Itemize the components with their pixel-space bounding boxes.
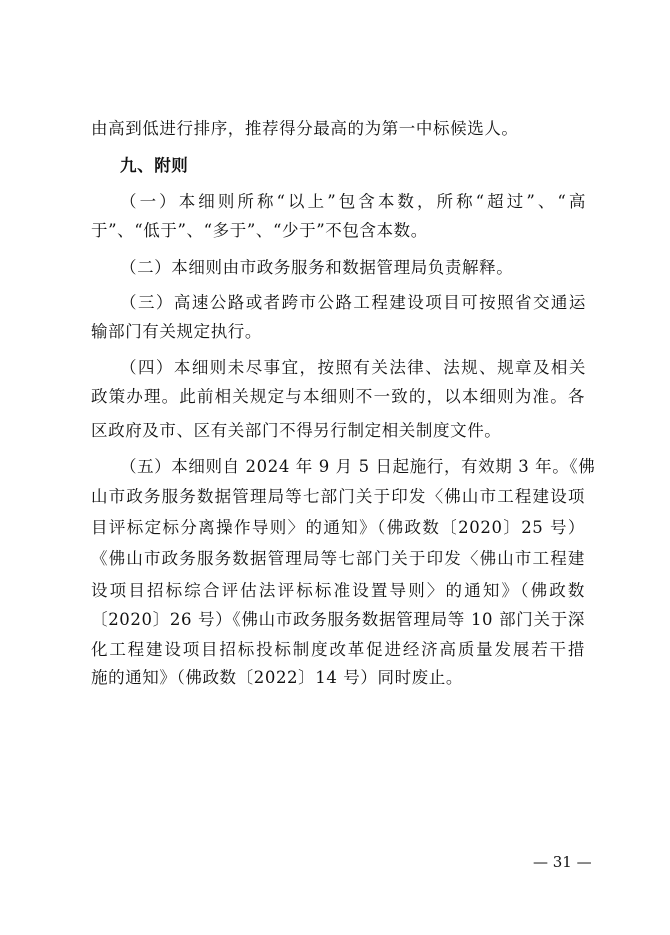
paragraph-line-16: 〔2020〕26 号）《佛山市政务服务数据管理局等 10 部门关于深 [91, 610, 585, 629]
paragraph-line-14: 《佛山市政务服务数据管理局等七部门关于印发〈佛山市工程建 [91, 549, 585, 568]
paragraph-line-8: （四）本细则未尽事宜，按照有关法律、法规、规章及相关 [120, 358, 586, 377]
paragraph-line-13: 目评标定标分离操作导则〉的通知》（佛政数〔2020〕25 号） [91, 518, 585, 537]
paragraph-line-1: 由高到低进行排序，推荐得分最高的为第一中标候选人。 [91, 119, 519, 138]
paragraph-line-10: 区政府及市、区有关部门不得另行制定相关制度文件。 [91, 421, 502, 440]
paragraph-line-12: 山市政务服务数据管理局等七部门关于印发〈佛山市工程建设项 [91, 487, 585, 506]
paragraph-line-17: 化工程建设项目招标投标制度改革促进经济高质量发展若干措 [91, 640, 585, 659]
paragraph-line-7: 输部门有关规定执行。 [91, 322, 262, 341]
paragraph-line-4: 于”、“低于”、“多于”、“少于”不包含本数。 [91, 221, 428, 240]
paragraph-line-15: 设项目招标综合评估法评标标准设置导则〉的通知》（佛政数 [91, 581, 585, 600]
paragraph-line-6: （三）高速公路或者跨市公路工程建设项目可按照省交通运 [120, 293, 586, 312]
page-number: — 31 — [533, 853, 592, 871]
paragraph-line-11: （五）本细则自 2024 年 9 月 5 日起施行，有效期 3 年。《佛 [120, 457, 596, 476]
paragraph-line-5: （二）本细则由市政务服务和数据管理局负责解释。 [120, 258, 514, 277]
paragraph-line-3: （一）本细则所称“以上”包含本数，所称“超过”、“高 [120, 192, 586, 211]
paragraph-line-18: 施的通知》（佛政数〔2022〕14 号）同时废止。 [91, 668, 463, 687]
section-heading: 九、附则 [120, 156, 189, 175]
paragraph-line-9: 政策办理。此前相关规定与本细则不一致的，以本细则为准。各 [91, 387, 585, 406]
